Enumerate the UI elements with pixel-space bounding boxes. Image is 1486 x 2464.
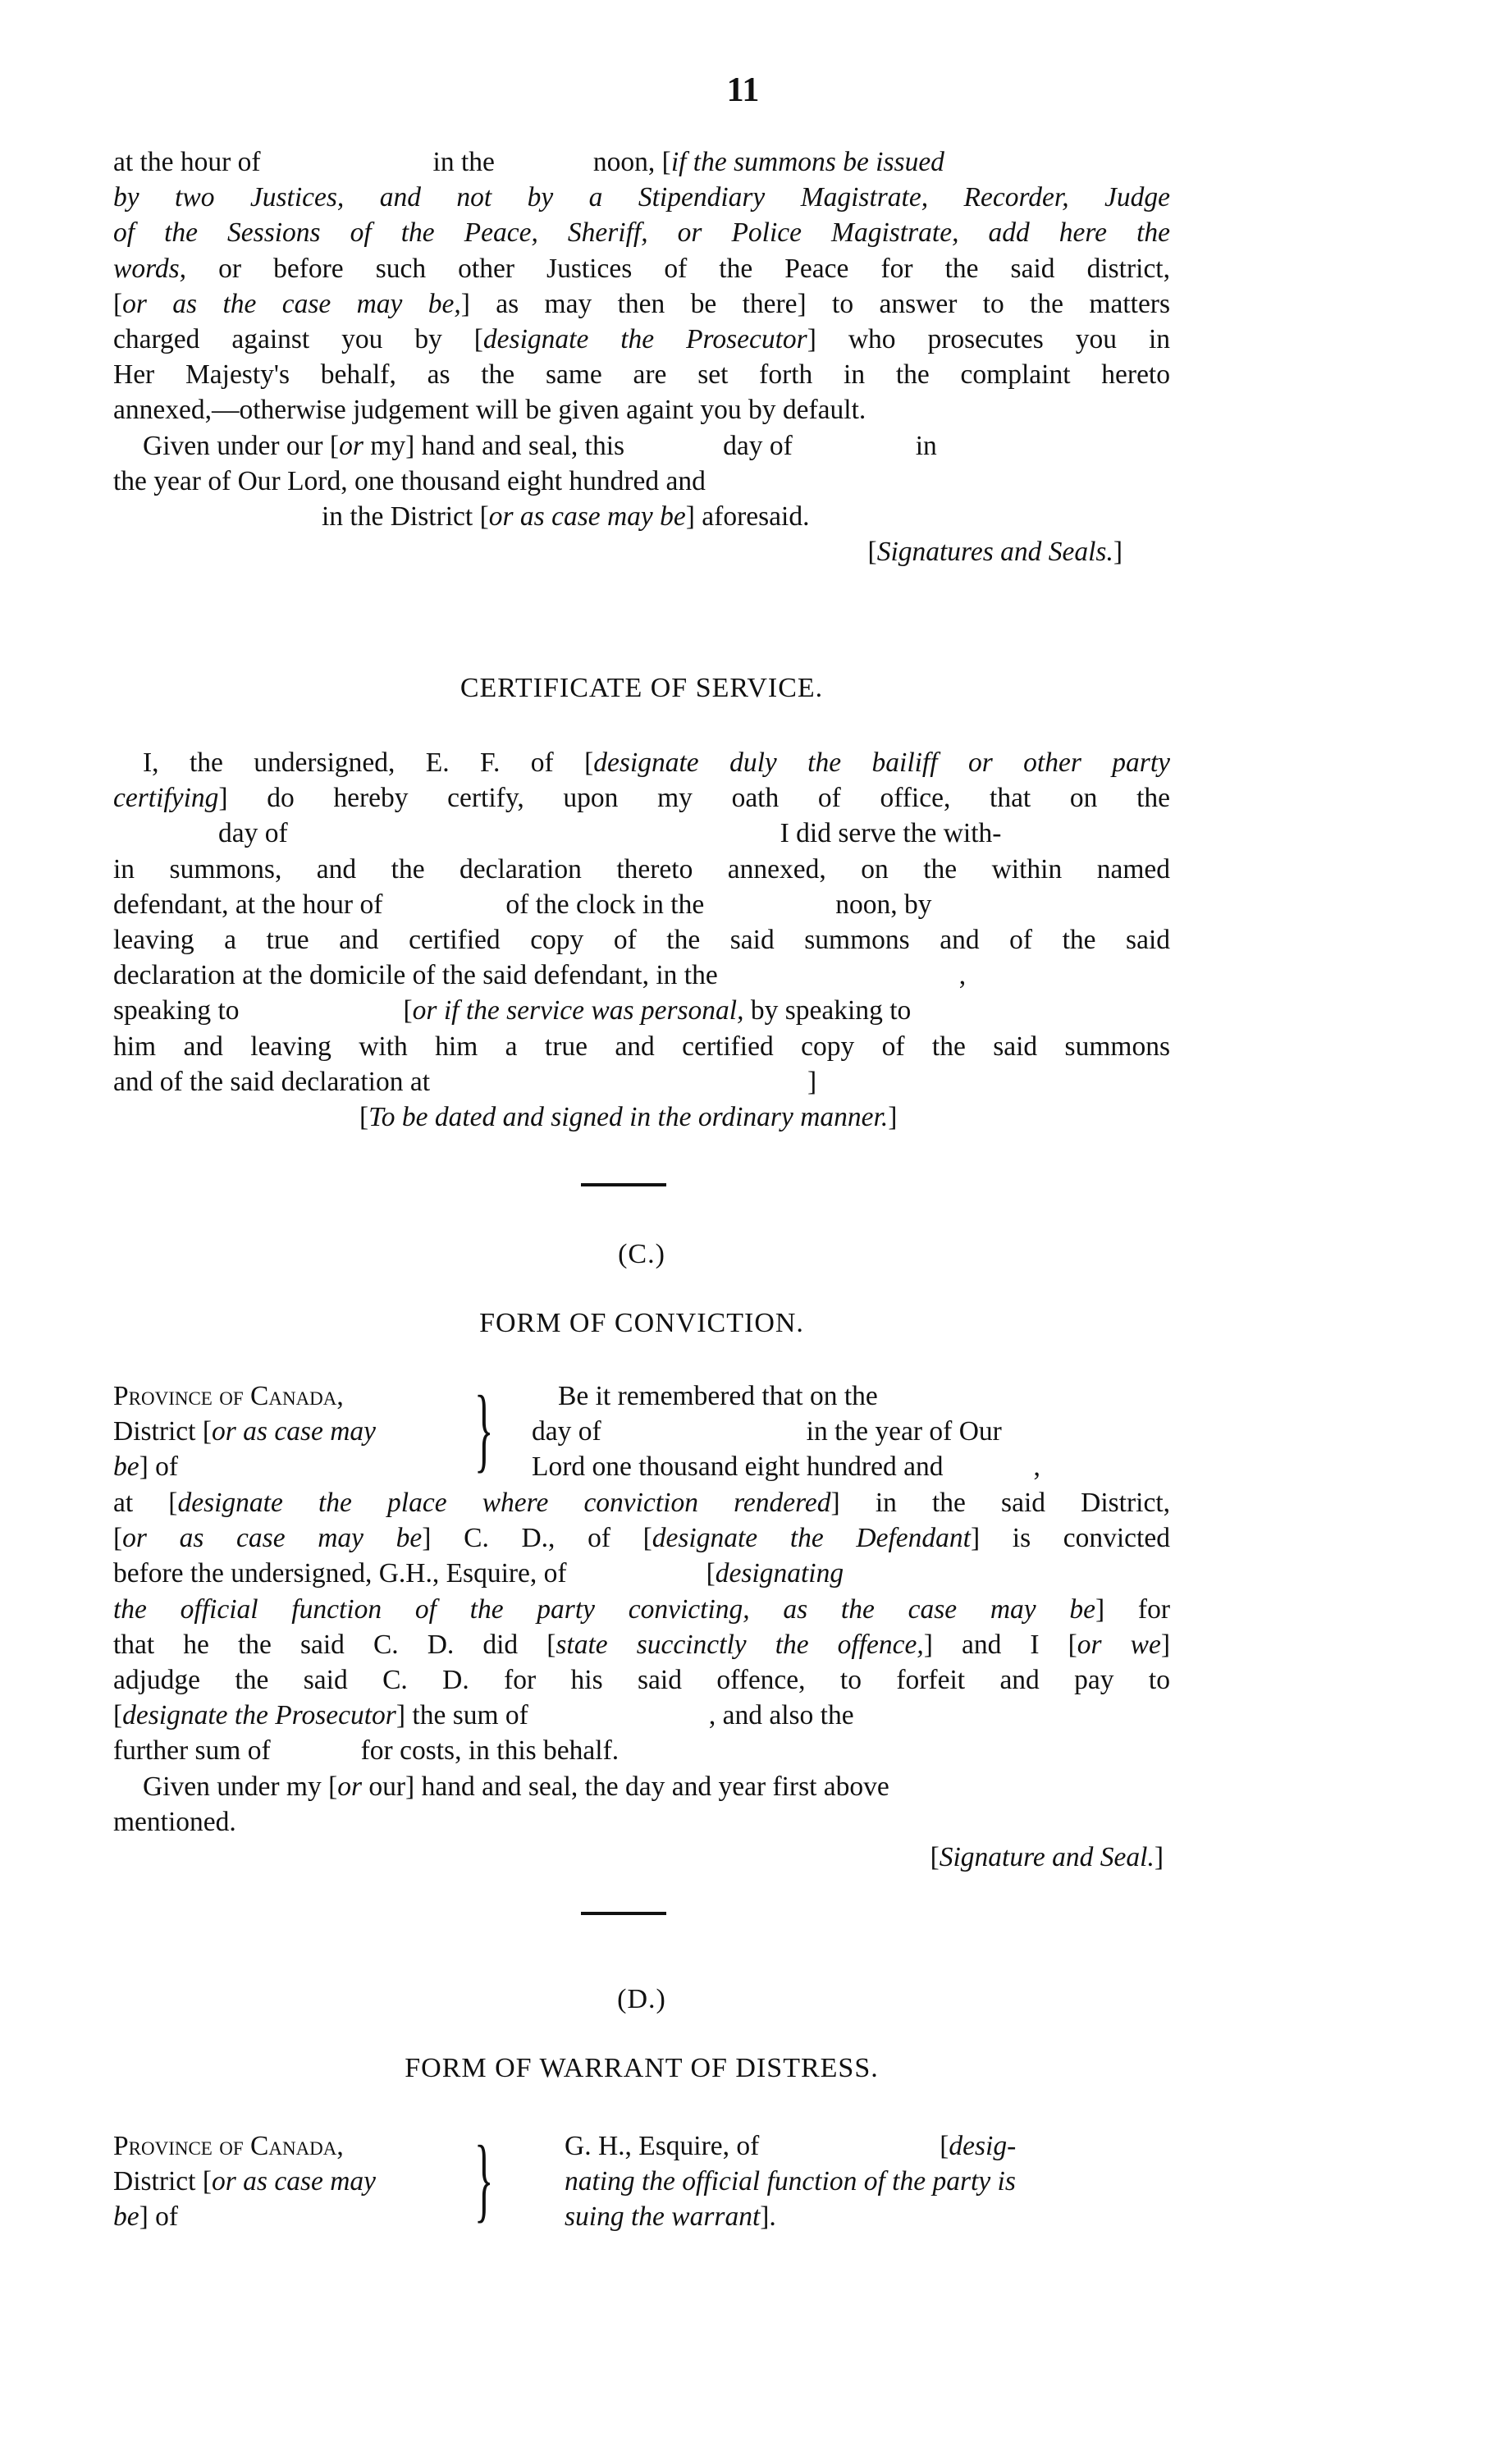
text-line: [or as case may be] C. D., of [designate the Defendant] is convicted (113, 1523, 1170, 1554)
summons-text (113, 144, 1170, 569)
caption-block (113, 2128, 1170, 2235)
warrant-label: (D.) (617, 1984, 666, 2014)
text-line: annexed,—otherwise judgement will be given againt you by default. (113, 395, 866, 426)
text-line: [or as the case may be,] as may then be there] to answer to the matters (113, 288, 1170, 319)
text-line: speaking to [or if the service was personal, by speaking to (113, 995, 912, 1026)
text-line: words, or before such other Justices of the Peace for the said district, (113, 253, 1170, 284)
section-divider (581, 1912, 666, 1915)
caption-block (113, 1378, 1170, 1485)
text-line: Her Majesty's behalf, as the same are set forth in the complaint hereto (113, 359, 1170, 391)
text-line: Given under our [or my] hand and seal, this day of in (143, 430, 937, 461)
text-line: mentioned. (113, 1806, 236, 1837)
text-line: declaration at the domicile of the said defendant, in the , (113, 960, 967, 991)
signature-line: [Signature and Seal.] (930, 1841, 1164, 1872)
text-line: [To be dated and signed in the ordinary manner.] (359, 1101, 898, 1132)
text-line: Given under my [or our] hand and seal, the day and year first above (143, 1771, 889, 1802)
text-line: charged against you by [designate the Prosecutor] who prosecutes you in (113, 323, 1170, 354)
venue-caption: Province of Canada, District [or as case may be] of (113, 1381, 377, 1483)
section-divider (581, 1183, 666, 1186)
text-line: adjudge the said C. D. for his said offence, to forfeit and pay to (113, 1664, 1170, 1695)
text-line: of the Sessions of the Peace, Sheriff, or Police Magistrate, add here the (113, 217, 1170, 249)
warrant-text (113, 2128, 1170, 2235)
text-line: the year of Our Lord, one thousand eight hundred and (113, 465, 706, 496)
text-line: by two Justices, and not by a Stipendiary Magistrate, Recorder, Judge (113, 182, 1170, 213)
text-line: day of I did serve the with- (218, 818, 1002, 849)
text-line: leaving a true and certified copy of the said summons and of the said (113, 924, 1170, 955)
text-line: the official function of the party convicting, as the case may be] for (113, 1593, 1170, 1625)
certificate-heading: CERTIFICATE OF SERVICE. (460, 673, 824, 703)
conviction-label: (C.) (618, 1239, 665, 1269)
conviction-text (113, 1378, 1170, 1875)
brace-icon: } (474, 1377, 494, 1482)
certificate-text (113, 745, 1170, 1135)
caption-right: G. H., Esquire, of [desig- nating the official function of the party is suing the warrant]. (565, 2131, 1017, 2233)
page-number: 11 (726, 71, 760, 109)
text-line: [designate the Prosecutor] the sum of , and also the (113, 1700, 854, 1731)
conviction-heading: FORM OF CONVICTION. (479, 1308, 804, 1338)
text-line: before the undersigned, G.H., Esquire, of [designating (113, 1558, 844, 1589)
text-line: at [designate the place where conviction rendered] in the said District, (113, 1488, 1170, 1518)
text-line: that he the said C. D. did [state succinctly the offence,] and I [or we] (113, 1629, 1171, 1660)
text-line: at the hour of in the noon, [if the summons be issued (113, 147, 944, 177)
text-line: and of the said declaration at ] (113, 1066, 817, 1097)
brace-icon: } (474, 2127, 494, 2232)
warrant-heading: FORM OF WARRANT OF DISTRESS. (405, 2053, 879, 2083)
text-line: defendant, at the hour of of the clock in the noon, by (113, 889, 932, 920)
caption-right: Be it remembered that on the day of in the year of Our Lord one thousand eight hundred and , (532, 1381, 1040, 1483)
text-line: I, the undersigned, E. F. of [designate duly the bailiff or other party (143, 747, 1170, 778)
text-line: him and leaving with him a true and certified copy of the said summons (113, 1031, 1170, 1062)
venue-caption: Province of Canada, District [or as case may be] of (113, 2131, 377, 2233)
text-line: in the District [or as case may be] aforesaid. (322, 501, 810, 532)
text-line: in summons, and the declaration thereto annexed, on the within named (113, 853, 1170, 885)
signatures-line: [Signatures and Seals.] (867, 537, 1123, 568)
text-line: certifying] do hereby certify, upon my oath of office, that on the (113, 783, 1170, 814)
text-line: further sum of for costs, in this behalf. (113, 1735, 620, 1767)
